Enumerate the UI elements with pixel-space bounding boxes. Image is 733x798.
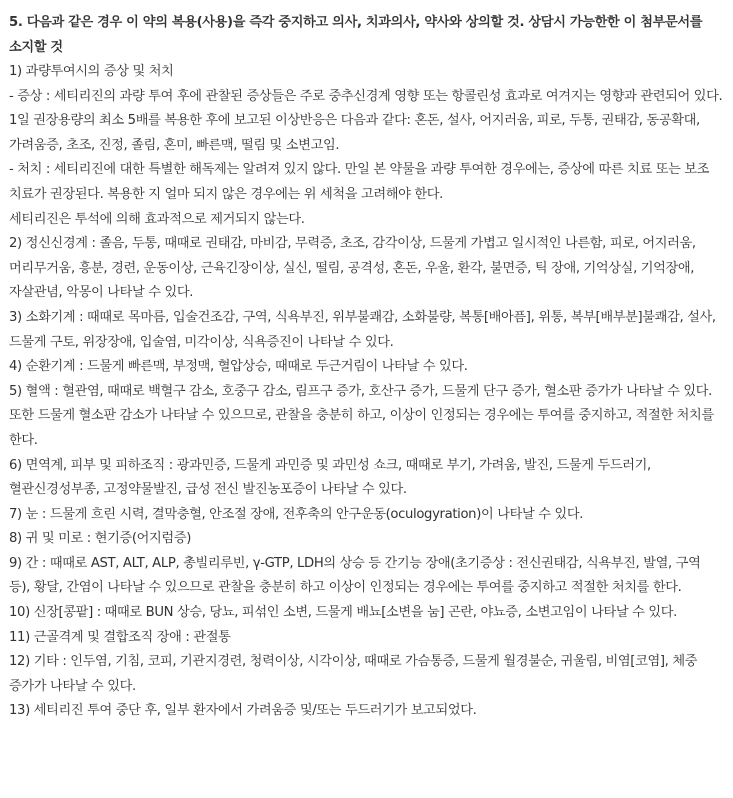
paragraph-circulatory: 4) 순환기계 : 드물게 빠른맥, 부정맥, 혈압상승, 때때로 두근거림이 나타날 수 있다. (9, 359, 468, 375)
paragraph-digestive: 3) 소화기계 : 때때로 목마름, 입술건조감, 구역, 식욕부진, 위부불쾌감, 소화불량, 복통[배아픔], 위통, 복부[배부분]불쾌감, 설사, 드물게 구토, 위장장애, 입술염, 미각이상, 식욕증진이 나타날 수 있다. (9, 309, 716, 350)
paragraph-musculoskeletal: 11) 근골격계 및 결합조직 장애 : 관절통 (9, 629, 231, 645)
paragraph-liver: 9) 간 : 때때로 AST, ALT, ALP, 총빌리루빈, γ-GTP, LDH의 상승 등 간기능 장애(초기증상 : 전신권태감, 식욕부진, 발열, 구역 등), 황달, 간염이 나타날 수 있으므로 관찰을 충분히 하고 이상이 인정되는 경우에는 투여를 중지하고 적절한 처치를 한다. (9, 555, 701, 596)
paragraph-immune-skin: 6) 면역계, 피부 및 피하조직 : 광과민증, 드물게 과민증 및 과민성 쇼크, 때때로 부기, 가려움, 발진, 드물게 두드러기, 혈관신경성부종, 고정약물발진, 급성 전신 발진농포증이 나타날 수 있다. (9, 457, 651, 498)
paragraph-neuro: 2) 정신신경계 : 졸음, 두통, 때때로 권태감, 마비감, 무력증, 초조, 감각이상, 드물게 가볍고 일시적인 나른함, 피로, 어지러움, 머리무거움, 흥분, 경련, 운동이상, 근육긴장이상, 실신, 떨림, 공격성, 혼돈, 우울, 환각, 불면증, 틱 장애, 기억상실, 기억장애, 자살관념, 악몽이 나타날 수 있다. (9, 236, 696, 301)
paragraph-ear: 8) 귀 및 미로 : 현기증(어지럼증) (9, 531, 192, 547)
paragraph-other: 12) 기타 : 인두염, 기침, 코피, 기관지경련, 청력이상, 시각이상, 때때로 가슴통증, 드물게 월경불순, 귀울림, 비염[코염], 체중 증가가 나타날 수 있다. (9, 654, 698, 694)
paragraph-dialysis-note: 세티리진은 투석에 의해 효과적으로 제거되지 않는다. (9, 211, 305, 227)
paragraph-kidney: 10) 신장[콩팥] : 때때로 BUN 상승, 당뇨, 피섞인 소변, 드물게 배뇨[소변을 눔] 곤란, 야뇨증, 소변고임이 나타날 수 있다. (9, 605, 677, 621)
paragraph-overdose-title: 1) 과량투여시의 증상 및 처치 (9, 64, 174, 79)
paragraph-blood: 5) 혈액 : 혈관염, 때때로 백혈구 감소, 호중구 감소, 림프구 증가, 호산구 증가, 드물게 단구 증가, 혈소판 증가가 나타날 수 있다. 또한 드물게 혈소판 감소가 나타날 수 있으므로, 관찰을 충분히 하고, 이상이 인정되는 경우에는 투여를 중지하고, 적절한 처치를 한다. (9, 383, 714, 448)
section-heading: 5. 다음과 같은 경우 이 약의 복용(사용)을 즉각 중지하고 의사, 치과의사, 약사와 상의할 것. 상담시 가능한한 이 첨부문서를 소지할 것 (9, 15, 703, 55)
paragraph-overdose-treatment: - 처치 : 세티리진에 대한 특별한 해독제는 알려져 있지 않다. 만일 본 약물을 과량 투여한 경우에는, 증상에 따른 치료 또는 보조 치료가 권장된다. 복용한 지 얼마 되지 않은 경우에는 위 세척을 고려해야 한다. (9, 162, 710, 202)
paragraph-overdose-symptoms: - 증상 : 세티리진의 과량 투여 후에 관찰된 증상들은 주로 중추신경계 영향 또는 항콜린성 효과로 여겨지는 영향과 관련되어 있다. 1일 권장용량의 최소 5배를 복용한 후에 보고된 이상반응은 다음과 같다: 혼돈, 설사, 어지러움, 피로, 두통, 권태감, 동공확대, 가려움증, 초조, 진정, 졸림, 혼미, 빠른맥, 떨림 및 소변고임. (9, 88, 723, 153)
paragraph-eye: 7) 눈 : 드물게 흐린 시력, 결막충혈, 안조절 장애, 전후축의 안구운동(oculogyration)이 나타날 수 있다. (9, 506, 584, 522)
paragraph-discontinuation: 13) 세티리진 투여 중단 후, 일부 환자에서 가려움증 및/또는 두드러기가 보고되었다. (9, 703, 477, 719)
